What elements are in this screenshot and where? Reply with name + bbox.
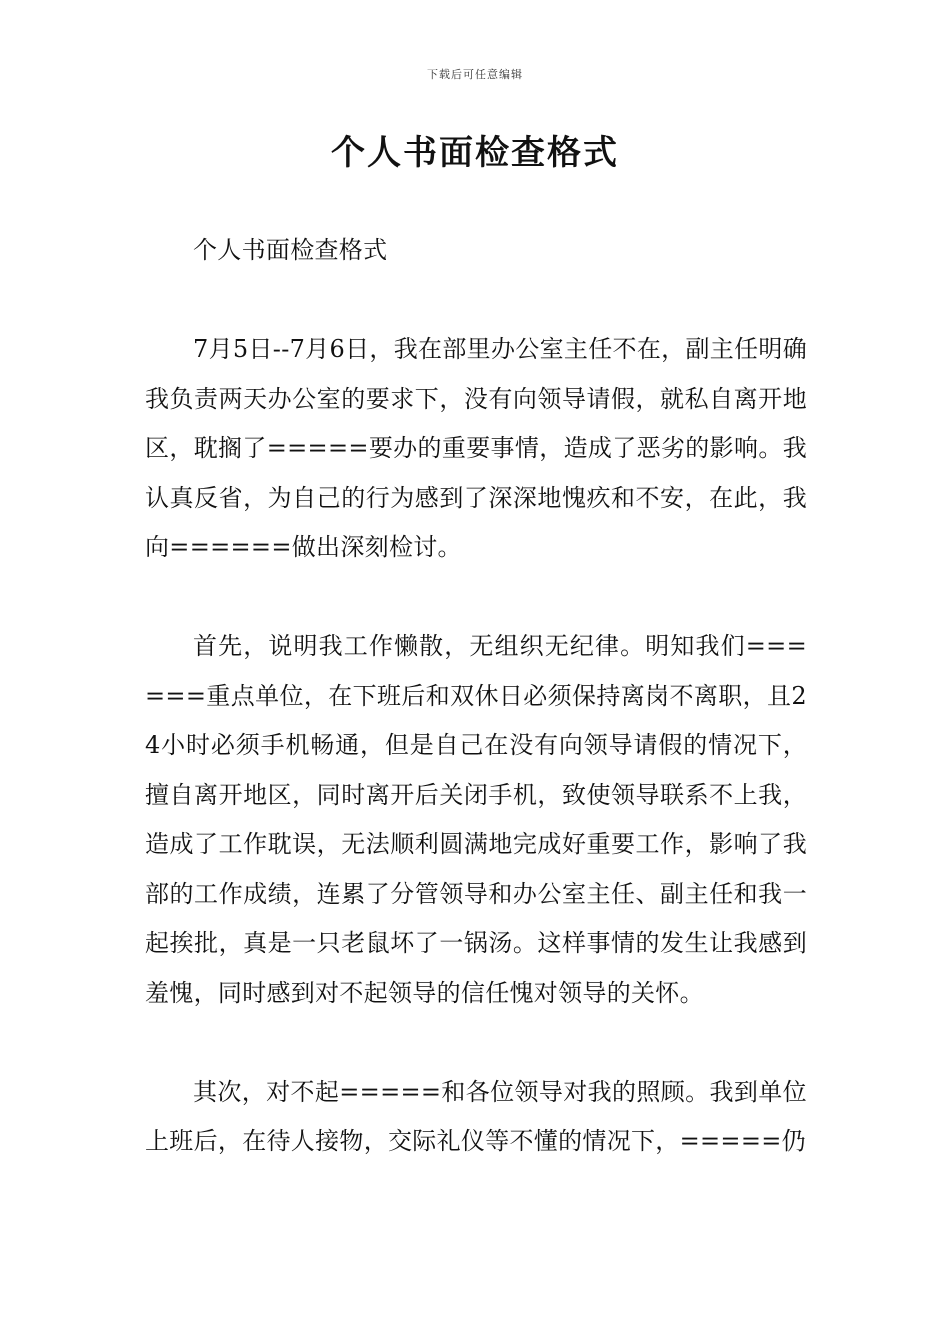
document-body: [145, 226, 807, 1167]
paragraph: 其次，对不起=====和各位领导对我的照顾。我到单位上班后，在待人接物，交际礼仪等不懂的情况下，=====仍: [145, 1077, 807, 1155]
paragraph-subtitle: 个人书面检查格式: [193, 236, 388, 264]
document-title: 个人书面检查格式: [331, 133, 619, 173]
header-note: 下载后可任意编辑: [427, 68, 523, 81]
paragraph: 7月5日--7月6日，我在部里办公室主任不在，副主任明确我负责两天办公室的要求下，没有向领导请假，就私自离开地区，耽搁了=====要办的重要事情，造成了恶劣的影响。我认真反省，为自己的行为感到了深深地愧疚和不安，在此，我向======做出深刻检讨。: [145, 335, 807, 561]
paragraph: 首先，说明我工作懒散，无组织无纪律。明知我们======重点单位，在下班后和双休日必须保持离岗不离职，且24小时必须手机畅通，但是自己在没有向领导请假的情况下，擅自离开地区，同时离开后关闭手机，致使领导联系不上我，造成了工作耽误，无法顺利圆满地完成好重要工作，影响了我部的工作成绩，连累了分管领导和办公室主任、副主任和我一起挨批，真是一只老鼠坏了一锅汤。这样事情的发生让我感到羞愧，同时感到对不起领导的信任愧对领导的关怀。: [145, 632, 807, 1007]
